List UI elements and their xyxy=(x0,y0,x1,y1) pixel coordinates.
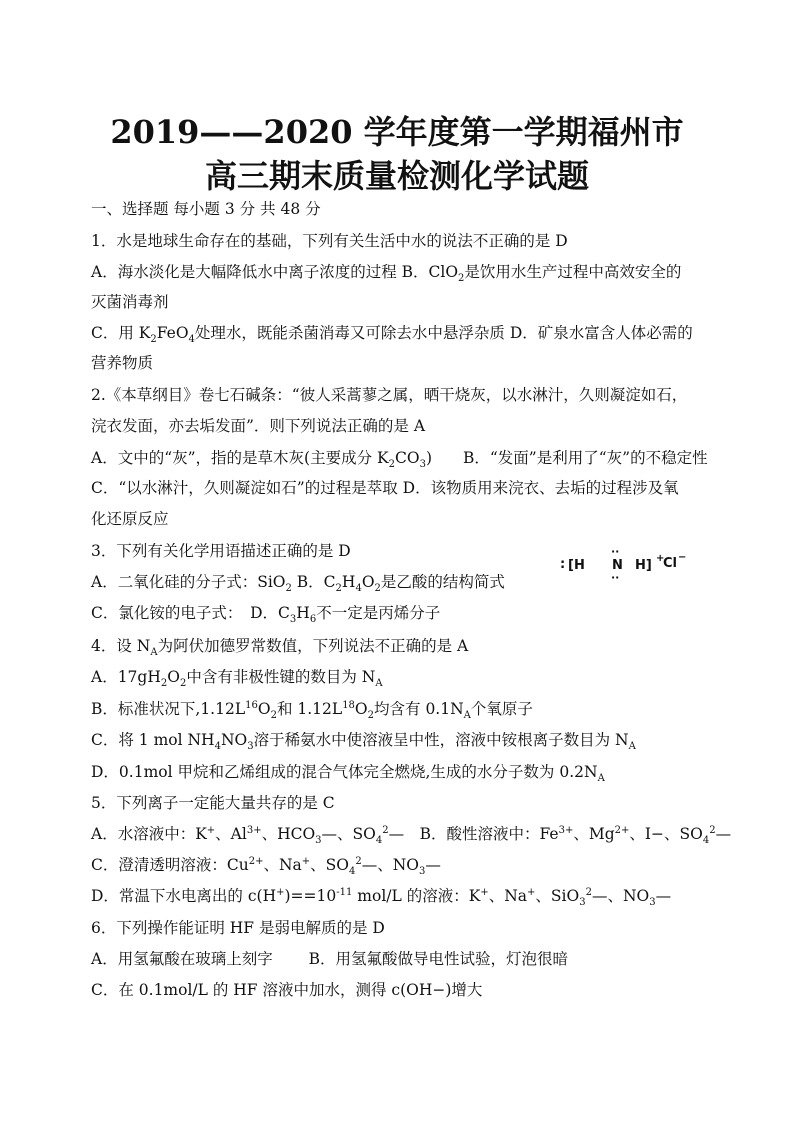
page-title-line-2: 高三期末质量检测化学试题 xyxy=(204,157,589,195)
question-1-options-cd: C．用 $K_2FeO_4$处理水，既能杀菌消毒又可除去水中悬浮杂质 D．矿泉水富含人体必需的 xyxy=(91,324,693,346)
question-2-options-ab: A．文中的“灰”，指的是草木灰(主要成分 $K_2CO_3$) B．“发面”是利用了“灰”的不稳定性 xyxy=(91,449,708,471)
question-4-stem: 4．设 $N_A$为阿伏加德罗常数值，下列说法不正确的是 A xyxy=(91,637,469,659)
question-6-options-ab: A．用氢氟酸在玻璃上刻字 B．用氢氟酸做导电性试验，灯泡很暗 xyxy=(91,950,569,968)
question-1-stem: 1．水是地球生命存在的基础，下列有关生活中水的说法不正确的是 D xyxy=(91,232,568,250)
question-1-options-ab: A．海水淡化是大幅降低水中离子浓度的过程 B．ClO$_2$是饮用水生产过程中高效安全的 xyxy=(91,263,682,285)
question-2-options-cd-cont: 化还原反应 xyxy=(91,510,169,528)
question-2-stem-cont: 浣衣发面，亦去垢发面”．则下列说法正确的是 A xyxy=(91,417,426,435)
question-6-option-c: C．在 0.1mol/L 的 HF 溶液中加水，测得 c(OH−)增大 xyxy=(91,981,483,999)
question-2-stem: 2.《本草纲目》卷七石碱条：“彼人采蒿蓼之属，晒干烧灰，以水淋汁，久则凝淀如石， xyxy=(91,386,688,404)
question-3-options-ab: A．二氧化硅的分子式：SiO$_2$ B．$C_2H_4O_2$是乙酸的结构简式 xyxy=(91,573,505,595)
question-4-option-d: D．0.1mol 甲烷和乙烯组成的混合气体完全燃烧,生成的水分子数为 $0.2N_A$ xyxy=(91,763,605,785)
question-5-option-d: D．常温下水电离出的 $c(H^+)==10^{-11}$ mol/L 的溶液：K+、Na+、SiO$_3^2$—、$NO_3—$ xyxy=(91,886,672,909)
ammonium-chloride-electron-formula: : [H ·· N ·· H] + Cl − xyxy=(560,545,687,584)
question-5-option-c: C．澄清透明溶液：$Cu^{2+}$、Na+、$SO_4^2—$、$NO_3—$ xyxy=(91,855,441,878)
question-4-option-c: C．将 1 mol $NH_4NO_3$溶于稀氨水中使溶液呈中性，溶液中铵根离子数目为 $N_A$ xyxy=(91,731,636,753)
question-4-option-b: B．标准状况下$,1.12L^{16}O_2$和 $1.12L^{18}O_2$均含有 $0.1N_A$个氧原子 xyxy=(91,699,533,722)
question-3-options-cd: C．氯化铵的电子式： D．$C_3H_6$不一定是丙烯分子 xyxy=(91,604,441,626)
question-2-options-cd: C．“以水淋汁，久则凝淀如石”的过程是萃取 D．该物质用来浣衣、去垢的过程涉及氧 xyxy=(91,479,679,497)
page-title-line-1: 2019——2020 学年度第一学期福州市 xyxy=(110,113,684,151)
question-3-stem: 3．下列有关化学用语描述正确的是 D xyxy=(91,542,351,560)
question-5-stem: 5．下列离子一定能大量共存的是 C xyxy=(91,794,335,812)
question-1-options-cd-cont: 营养物质 xyxy=(91,354,154,372)
section-heading: 一、选择题 每小题 3 分 共 48 分 xyxy=(91,200,321,218)
question-6-stem: 6．下列操作能证明 HF 是弱电解质的是 D xyxy=(91,919,385,937)
question-5-options-ab: A．水溶液中：K+、$Al^{3+}$、$HCO_3—$、$SO_4^2—$ B．酸性溶液中：$Fe^{3+}$、$Mg^{2+}$、I−、$SO_4^2—$ xyxy=(91,824,732,847)
question-4-option-a: A．$17gH_2O_2$中含有非极性键的数目为 $N_A$ xyxy=(91,668,383,690)
question-1-options-ab-cont: 灭菌消毒剂 xyxy=(91,293,169,311)
